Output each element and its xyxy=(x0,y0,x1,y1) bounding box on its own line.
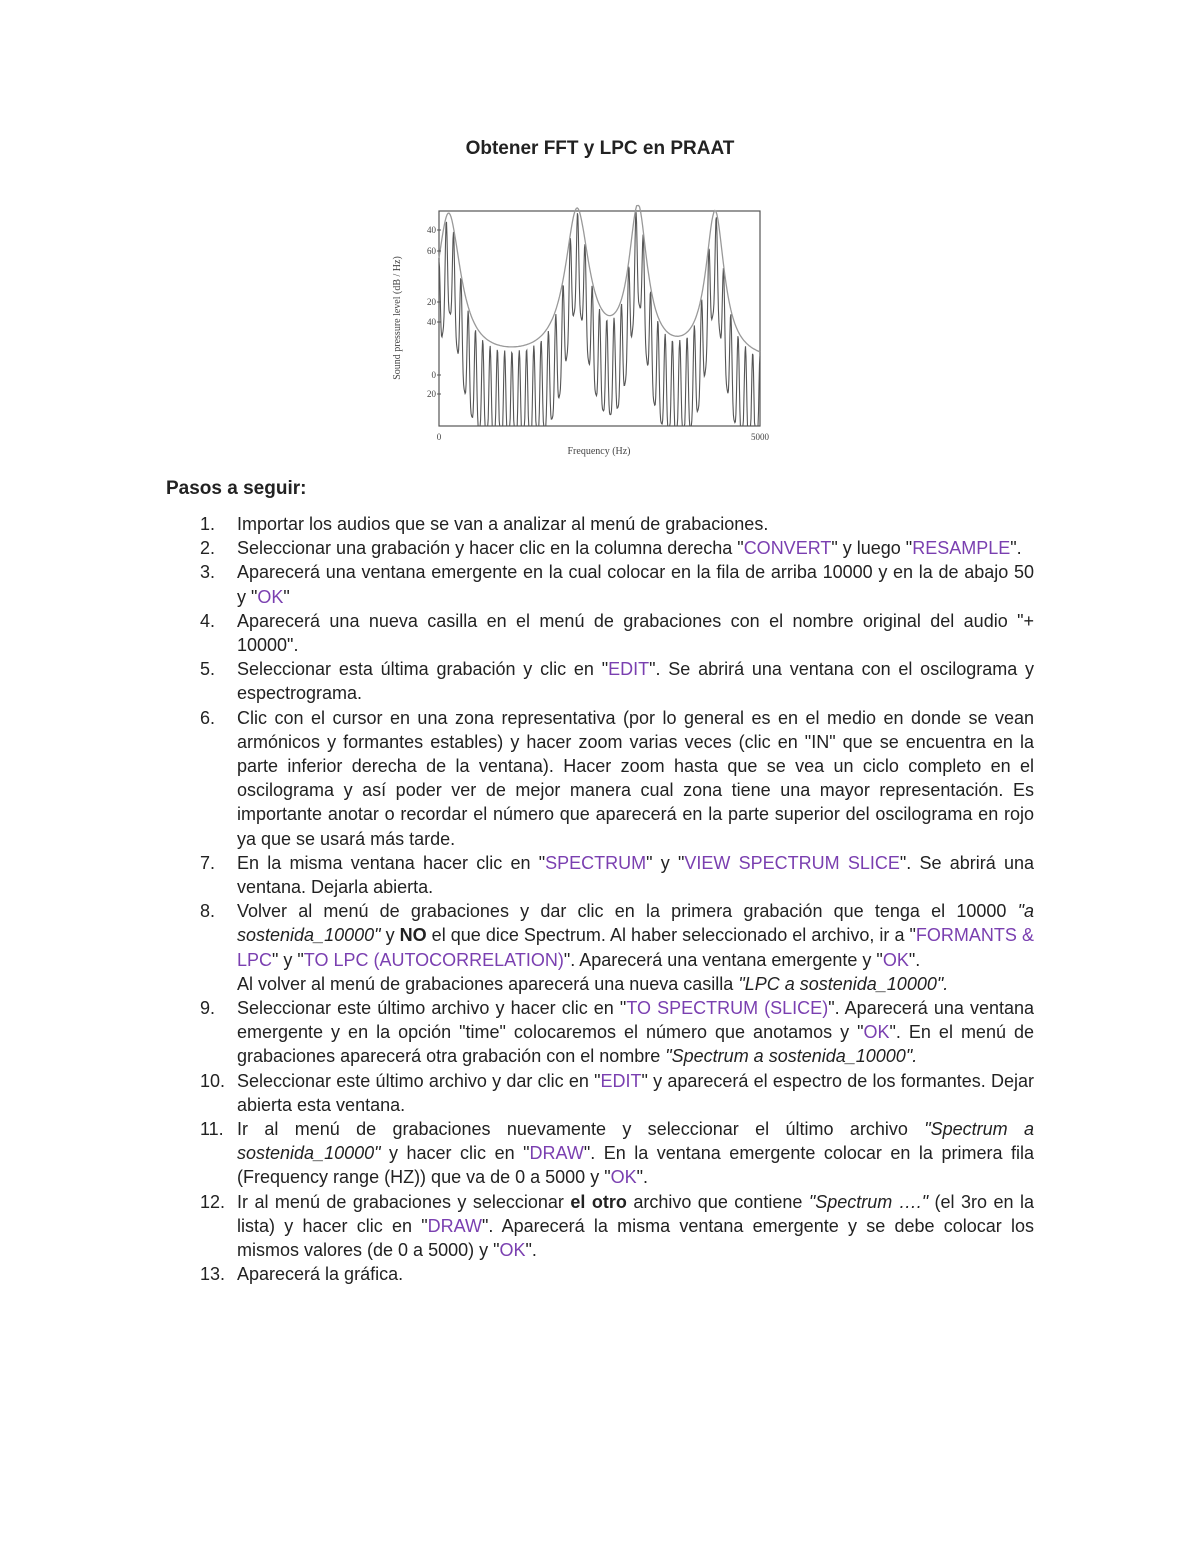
step-text: ". En la ventana emergente colocar en la primera fila (Frequency range (HZ)) que va de 0 a 5000 y " xyxy=(237,1143,1034,1188)
step-number: 7. xyxy=(200,852,216,873)
y-axis-label: Sound pressure level (dB / Hz) xyxy=(392,256,403,380)
x-tick-label-0: 0 xyxy=(436,432,442,442)
step-text: "Spectrum …." xyxy=(808,1191,929,1212)
menu-command: OK xyxy=(610,1167,637,1188)
y-tick-label: 20 xyxy=(427,389,436,399)
step-number: 4. xyxy=(200,610,216,631)
step-item xyxy=(166,899,1034,996)
step-number: 9. xyxy=(200,998,216,1019)
step-text: ". Se abrirá una ventana con el oscilograma y espectrograma. xyxy=(237,659,1035,704)
step-text: " y " xyxy=(646,852,685,873)
spectrum-figure xyxy=(380,200,800,470)
menu-command: TO LPC (AUTOCORRELATION) xyxy=(303,949,564,970)
step-number: 10. xyxy=(200,1070,226,1091)
step-item xyxy=(166,536,1034,560)
y-tick-label: 40 xyxy=(427,317,436,327)
menu-command: OK xyxy=(863,1022,890,1043)
step-text: Aparecerá la gráfica. xyxy=(237,1264,404,1285)
menu-command: VIEW SPECTRUM SLICE xyxy=(684,852,900,873)
step-number: 5. xyxy=(200,659,216,680)
step-text: Clic con el cursor en una zona representativa (por lo general es en el medio en donde se vean armónicos y formantes estables) y hacer zoom varias veces (clic en "IN" que se encuentra en la parte inferior derecha de la ventana). Hacer zoom hasta que se vea un ciclo completo en el oscilograma y así poder ver de mejor manera cual zona tiene una mayor representación. Es importante anotar o recordar el número que aparecerá en la parte superior del oscilograma en rojo ya que se usará más tarde. xyxy=(237,707,1034,849)
step-text: ". Aparecerá una ventana emergente y en la opción "time" colocaremos el número que anotamos y " xyxy=(237,998,1035,1043)
step-text: "a sostenida_10000" xyxy=(237,901,1034,946)
step-text: Seleccionar una grabación y hacer clic en la columna derecha " xyxy=(237,538,744,559)
menu-command: OK xyxy=(882,949,909,970)
lpc-envelope-line xyxy=(439,206,760,352)
step-text: "Spectrum a sostenida_10000" xyxy=(237,1119,1034,1164)
step-text: y xyxy=(380,925,400,946)
step-text: y hacer clic en " xyxy=(380,1143,530,1164)
menu-command: OK xyxy=(257,586,284,607)
menu-command: FORMANTS & LPC xyxy=(237,925,1034,970)
menu-command: EDIT xyxy=(608,659,650,680)
step-item xyxy=(166,996,1034,1069)
x-axis-label: Frequency (Hz) xyxy=(567,446,631,457)
step-text: ". En el menú de grabaciones aparecerá otra grabación con el nombre xyxy=(237,1022,1034,1067)
step-text: Seleccionar esta última grabación y clic en " xyxy=(237,659,609,680)
step-item xyxy=(166,1117,1034,1190)
y-tick-label: 0 xyxy=(431,370,436,380)
step-item xyxy=(166,512,1034,536)
step-number: 3. xyxy=(200,562,216,583)
step-number: 8. xyxy=(200,901,216,922)
step-text: " y " xyxy=(272,949,304,970)
step-text: Importar los audios que se van a analizar al menú de grabaciones. xyxy=(237,514,769,534)
step-item xyxy=(166,657,1034,705)
step-text: Volver al menú de grabaciones y dar clic en la primera grabación que tenga el 10000 xyxy=(237,901,1018,922)
step-item xyxy=(166,1262,1034,1286)
step-text: (el 3ro en la lista) y hacer clic en " xyxy=(237,1191,1034,1236)
menu-command: TO SPECTRUM (SLICE) xyxy=(626,998,829,1019)
step-number: 1. xyxy=(200,514,216,534)
step-text: " y luego " xyxy=(831,538,913,559)
step-number: 12. xyxy=(200,1191,226,1212)
y-tick-label: 60 xyxy=(427,246,436,256)
step-text: Al volver al menú de grabaciones aparecerá una nueva casilla xyxy=(237,973,739,994)
steps-list xyxy=(166,512,1034,1287)
step-item xyxy=(166,1190,1034,1263)
step-text: " y aparecerá el espectro de los formantes. Dejar abierta esta ventana. xyxy=(237,1070,1035,1115)
step-number: 6. xyxy=(200,707,216,728)
step-text: Aparecerá una ventana emergente en la cual colocar en la fila de arriba 10000 y en la de abajo 50 y " xyxy=(237,562,1034,607)
step-text: ". Se abrirá una ventana. Dejarla abierta. xyxy=(237,852,1034,898)
steps-heading: Pasos a seguir: xyxy=(166,478,307,499)
step-number: 11. xyxy=(200,1119,224,1140)
step-text: Seleccionar este último archivo y dar clic en " xyxy=(237,1070,601,1091)
step-text: ". Aparecerá una ventana emergente y " xyxy=(563,949,883,970)
step-text: ". Aparecerá la misma ventana emergente y se debe colocar los mismos valores (de 0 a 5000) y " xyxy=(237,1215,1034,1261)
step-item xyxy=(166,851,1034,899)
step-text: Aparecerá una nueva casilla en el menú de grabaciones con el nombre original del audio "+ 10000". xyxy=(237,610,1034,656)
step-text: " xyxy=(283,586,290,607)
step-number: 2. xyxy=(200,538,216,559)
menu-command: SPECTRUM xyxy=(545,852,647,873)
step-number: 13. xyxy=(200,1264,226,1285)
step-text: ". xyxy=(525,1240,537,1261)
step-item xyxy=(166,706,1034,851)
step-text: archivo que contiene xyxy=(626,1191,809,1212)
step-item xyxy=(166,1069,1034,1117)
menu-command: OK xyxy=(499,1240,526,1261)
fft-spectrum-line xyxy=(439,212,760,426)
menu-command: EDIT xyxy=(600,1070,642,1091)
step-text: el que dice Spectrum. Al haber seleccionado el archivo, ir a " xyxy=(426,925,916,946)
step-text: "Spectrum a sostenida_10000". xyxy=(665,1046,918,1067)
x-tick-label-5000: 5000 xyxy=(751,432,769,442)
menu-command: DRAW xyxy=(529,1143,584,1164)
step-text: Ir al menú de grabaciones nuevamente y seleccionar el último archivo xyxy=(237,1119,925,1140)
step-text: En la misma ventana hacer clic en " xyxy=(237,852,546,873)
step-text: "LPC a sostenida_10000". xyxy=(738,973,949,994)
step-text: ". xyxy=(1010,538,1022,559)
step-text: Ir al menú de grabaciones y seleccionar xyxy=(237,1191,571,1212)
menu-command: DRAW xyxy=(427,1215,482,1236)
menu-command: CONVERT xyxy=(743,538,832,559)
step-item xyxy=(166,560,1034,608)
step-text: ". xyxy=(908,949,921,970)
step-text: ". xyxy=(636,1167,648,1188)
step-item xyxy=(166,609,1034,657)
document-title: Obtener FFT y LPC en PRAAT xyxy=(465,138,735,159)
step-text: NO xyxy=(399,925,427,946)
y-tick-label: 20 xyxy=(427,297,436,307)
y-tick-label: 40 xyxy=(427,225,436,235)
step-text: Seleccionar este último archivo y hacer clic en " xyxy=(237,998,627,1019)
step-text: el otro xyxy=(570,1191,627,1212)
menu-command: RESAMPLE xyxy=(912,538,1011,559)
